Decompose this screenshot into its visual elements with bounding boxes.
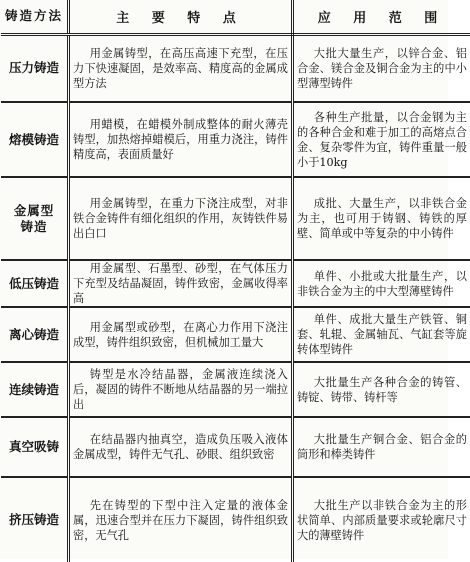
table-row (1, 477, 470, 562)
header-method: 铸造方法 (1, 0, 69, 34)
method-cell: 真空吸铸 (1, 417, 69, 477)
features-cell: 用蜡模，在蜡模外制成整体的耐火薄壳铸型，加热熔掉蜡模后，用重力浇注，铸件精度高，表面质量好 (69, 102, 293, 177)
method-cell (1, 177, 69, 260)
method-cell: 挤压铸造 (1, 477, 69, 562)
features-cell: 用金属型或砂型，在离心力作用下浇注成型，铸件组织致密，但机械加工量大 (69, 307, 293, 362)
applications-cell: 单件、成批大量生产铁管、铜套、轧辊、金属轴瓦、气缸套等旋转体型铸件 (293, 307, 470, 362)
features-cell: 用金属型、石墨型、砂型，在气体压力下充型及结晶凝固，铸件致密，金属收得率高 (69, 260, 293, 307)
features-cell: 用金属铸型，在高压高速下充型，在压力下快速凝固，是效率高、精度高的金属成型方法 (69, 34, 293, 102)
applications-cell: 大批量生产各种合金的铸管、铸锭、铸带、铸杆等 (293, 362, 470, 417)
applications-cell: 大批大量生产，以锌合金、铝合金、镁合金及铜合金为主的中小型薄型铸件 (293, 34, 470, 102)
method-cell: 低压铸造 (1, 260, 69, 307)
table-row (1, 34, 470, 102)
method-cell: 离心铸造 (1, 307, 69, 362)
features-cell: 铸型是水冷结晶器，金属液连续浇入后，凝固的铸件不断地从结晶器的另一端拉出 (69, 362, 293, 417)
table-row (1, 417, 470, 477)
casting-methods-table (1, 0, 470, 562)
features-cell: 在结晶器内抽真空，造成负压吸入液体金属成型，铸件无气孔、砂眼、组织致密 (69, 417, 293, 477)
table-row (1, 307, 470, 362)
header-applications: 应 用 范 围 (293, 0, 470, 34)
table-row (1, 102, 470, 177)
table-row (1, 362, 470, 417)
applications-cell: 成批、大量生产，以非铁合金为主，也可用于铸钢、铸铁的厚壁、简单或中等复杂的中小铸件 (293, 177, 470, 260)
features-cell: 先在铸型的下型中注入定量的液体金属，迅速合型并在压力下凝固，铸件组织致密，无气孔 (69, 477, 293, 562)
table-row (1, 260, 470, 307)
table-row (1, 177, 470, 260)
features-cell: 用金属铸型，在重力下浇注成型，对非铁合金铸件有细化组织的作用，灰铸铁件易出白口 (69, 177, 293, 260)
applications-cell: 大批量生产铜合金、铝合金的筒形和棒类铸件 (293, 417, 470, 477)
applications-cell: 各种生产批量，以合金钢为主的各种合金和难于加工的高熔点合金、复杂零件为宜，铸件重量一般小于10kg (293, 102, 470, 177)
method-cell: 压力铸造 (1, 34, 69, 102)
method-cell: 连续铸造 (1, 362, 69, 417)
header-features: 主 要 特 点 (69, 0, 293, 34)
method-name: 金属型铸造 (8, 203, 61, 235)
applications-cell: 大批生产以非铁合金为主的形状简单、内部质量要求或轮廓尺寸大的薄壁铸件 (293, 477, 470, 562)
applications-cell: 单件、小批或大批量生产，以非铁合金为主的中大型薄壁铸件 (293, 260, 470, 307)
table-header-row (1, 0, 470, 34)
method-cell: 熔模铸造 (1, 102, 69, 177)
